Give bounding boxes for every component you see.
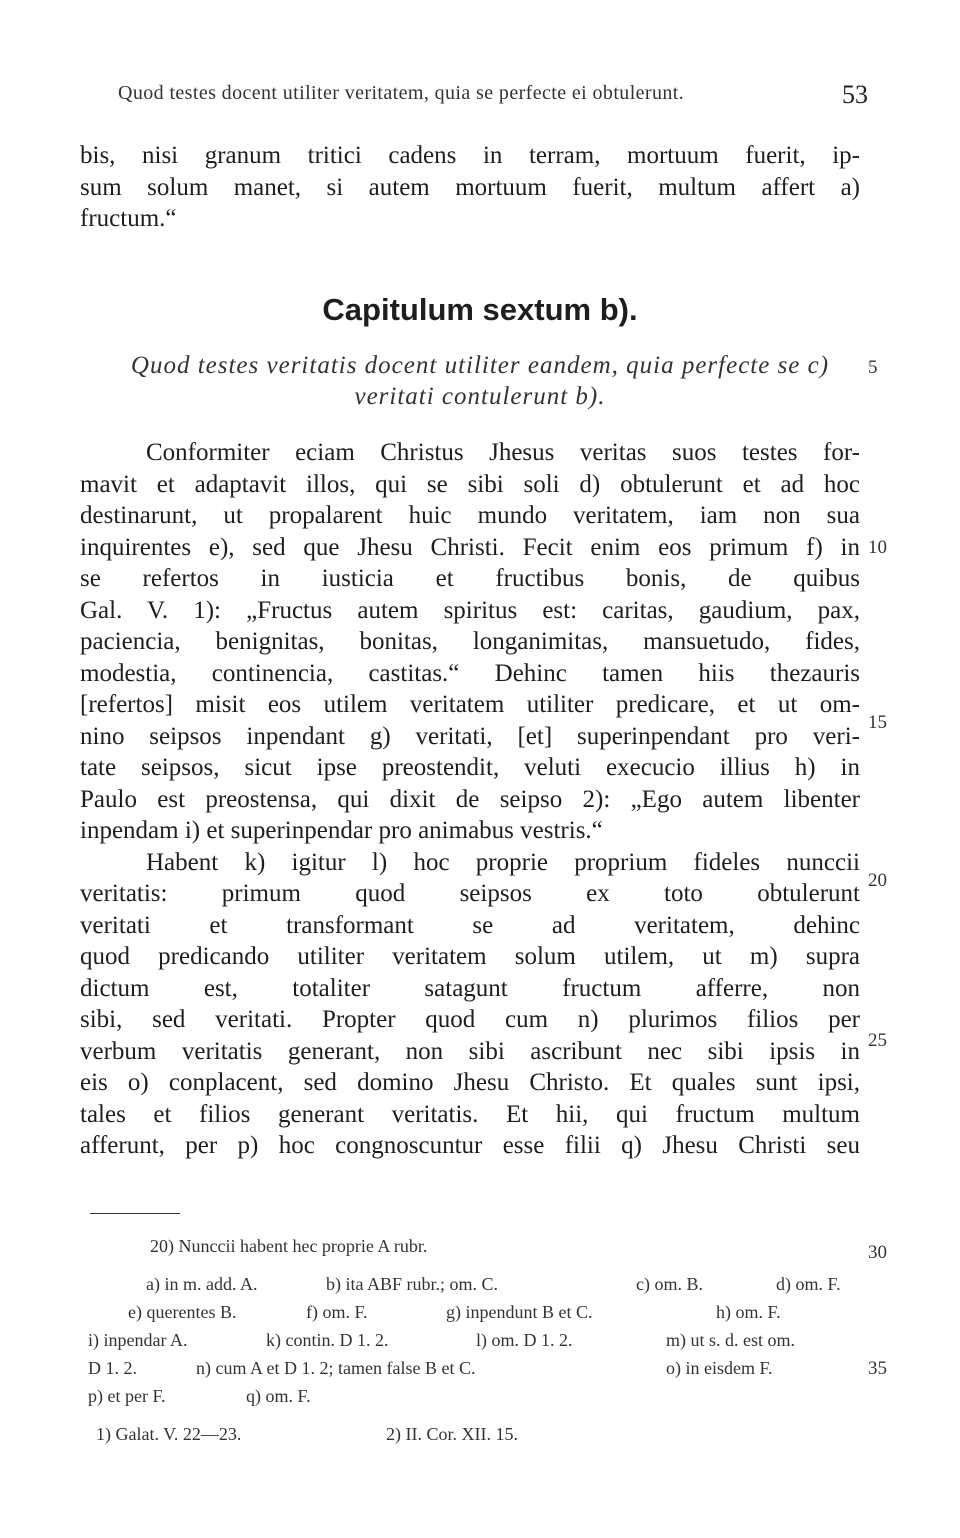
text-line: veritatis: primum quod seipsos ex toto obtulerunt	[80, 880, 860, 907]
text-line: Conformiter eciam Christus Jhesus veritas suos testes for-	[146, 439, 860, 466]
footnote-row	[88, 1382, 876, 1410]
footnote: n) cum A et D 1. 2; tamen false B et C.	[196, 1358, 476, 1378]
text-line: mavit et adaptavit illos, qui se sibi soli d) obtulerunt et ad hoc	[80, 470, 860, 498]
footnote: f) om. F.	[306, 1302, 368, 1322]
source-notes	[96, 1420, 876, 1448]
footnote: e) querentes B.	[128, 1302, 237, 1322]
text-line: dictum est, totaliter satagunt fructum afferre, non	[80, 974, 860, 1002]
source-note: 2) II. Cor. XII. 15.	[386, 1424, 518, 1444]
subtitle-line: Quod testes veritatis docent utiliter eandem, quia perfecte se c)	[130, 352, 830, 379]
footnote: a) in m. add. A.	[146, 1274, 258, 1294]
footnote: o) in eisdem F.	[666, 1358, 773, 1378]
text-line: afferunt, per p) hoc congnoscuntur esse filii q) Jhesu Christi seu	[80, 1132, 860, 1159]
footnote: k) contin. D 1. 2.	[266, 1330, 389, 1350]
text-line: bis, nisi granum tritici cadens in terram, mortuum fuerit, ip-	[80, 142, 860, 169]
footnote: g) inpendunt B et C.	[446, 1302, 593, 1322]
text-line: veritati et transformant se ad veritatem, dehinc	[80, 911, 860, 939]
critical-apparatus	[88, 1270, 876, 1410]
text-line: sibi, sed veritati. Propter quod cum n) plurimos filios per	[80, 1006, 860, 1033]
footnote: m) ut s. d. est om.	[666, 1330, 795, 1350]
footnote-row	[116, 1270, 876, 1298]
text-line: quod predicando utiliter veritatem solum utilem, ut m) supra	[80, 943, 860, 970]
footnote: b) ita ABF rubr.; om. C.	[326, 1274, 499, 1294]
text-line: inquirentes e), sed que Jhesu Christi. Fecit enim eos primum f) in	[80, 533, 860, 561]
text-line: [refertos] misit eos utilem veritatem utiliter predicare, et ut om-	[80, 691, 860, 718]
footnote: h) om. F.	[716, 1302, 781, 1322]
text-line: verbum veritatis generant, non sibi ascribunt nec sibi ipsis in	[80, 1037, 860, 1065]
text-line: eis o) conplacent, sed domino Jhesu Christo. Et quales sunt ipsi,	[80, 1069, 860, 1096]
line-number: 5	[868, 357, 878, 378]
text-line: Habent k) igitur l) hoc proprie proprium fideles nunccii	[146, 848, 860, 876]
text-line: sum solum manet, si autem mortuum fuerit, multum affert a)	[80, 173, 860, 201]
footnote-row	[88, 1326, 876, 1354]
main-text	[80, 437, 860, 1162]
subtitle-line: veritati contulerunt b).	[354, 383, 606, 410]
line-number: 25	[868, 1030, 887, 1051]
intro-paragraph	[80, 140, 860, 235]
line-number: 20	[868, 870, 887, 891]
running-title: Quod testes docent utiliter veritatem, quia se perfecte ei obtulerunt.	[118, 82, 685, 104]
footnote: D 1. 2.	[88, 1358, 137, 1378]
footnote-row	[88, 1354, 876, 1382]
footnote: l) om. D 1. 2.	[476, 1330, 573, 1350]
text-line: tate seipsos, sicut ipse preostendit, veluti execucio illius h) in	[80, 754, 860, 781]
source-row	[96, 1420, 876, 1448]
text-line: fructum.“	[80, 205, 177, 232]
text-line: inpendam i) et superinpendar pro animabus vestris.“	[80, 817, 603, 844]
text-line: Paulo est preostensa, qui dixit de seipso 2): „Ego autem libenter	[80, 785, 860, 813]
footnote-rule	[90, 1213, 180, 1214]
chapter-heading: Capitulum sextum b).	[322, 292, 638, 327]
line-number: 30	[868, 1242, 887, 1263]
footnote-row	[116, 1298, 876, 1326]
footnote-20: 20) Nunccii habent hec proprie A rubr.	[150, 1236, 428, 1256]
line-number: 10	[868, 537, 887, 558]
chapter-subtitle	[90, 350, 870, 412]
footnote: q) om. F.	[246, 1386, 311, 1406]
text-line: modestia, continencia, castitas.“ Dehinc tamen hiis thezauris	[80, 659, 860, 687]
line-number: 15	[868, 712, 887, 733]
source-note: 1) Galat. V. 22—23.	[96, 1424, 242, 1444]
line-number: 35	[868, 1358, 887, 1379]
text-line: destinarunt, ut propalarent huic mundo veritatem, iam non sua	[80, 502, 860, 529]
page-number: 53	[842, 80, 868, 109]
text-line: paciencia, benignitas, bonitas, longanimitas, mansuetudo, fides,	[80, 628, 860, 655]
text-line: Gal. V. 1): „Fructus autem spiritus est: caritas, gaudium, pax,	[80, 596, 860, 624]
footnote: c) om. B.	[636, 1274, 703, 1294]
text-line: nino seipsos inpendant g) veritati, [et] superinpendant pro veri-	[80, 722, 860, 750]
footnote: i) inpendar A.	[88, 1330, 188, 1350]
text-line: tales et filios generant veritatis. Et hii, qui fructum multum	[80, 1100, 860, 1128]
footnote: p) et per F.	[88, 1386, 166, 1406]
text-line: se refertos in iusticia et fructibus bonis, de quibus	[80, 565, 860, 592]
footnote: d) om. F.	[776, 1274, 841, 1294]
